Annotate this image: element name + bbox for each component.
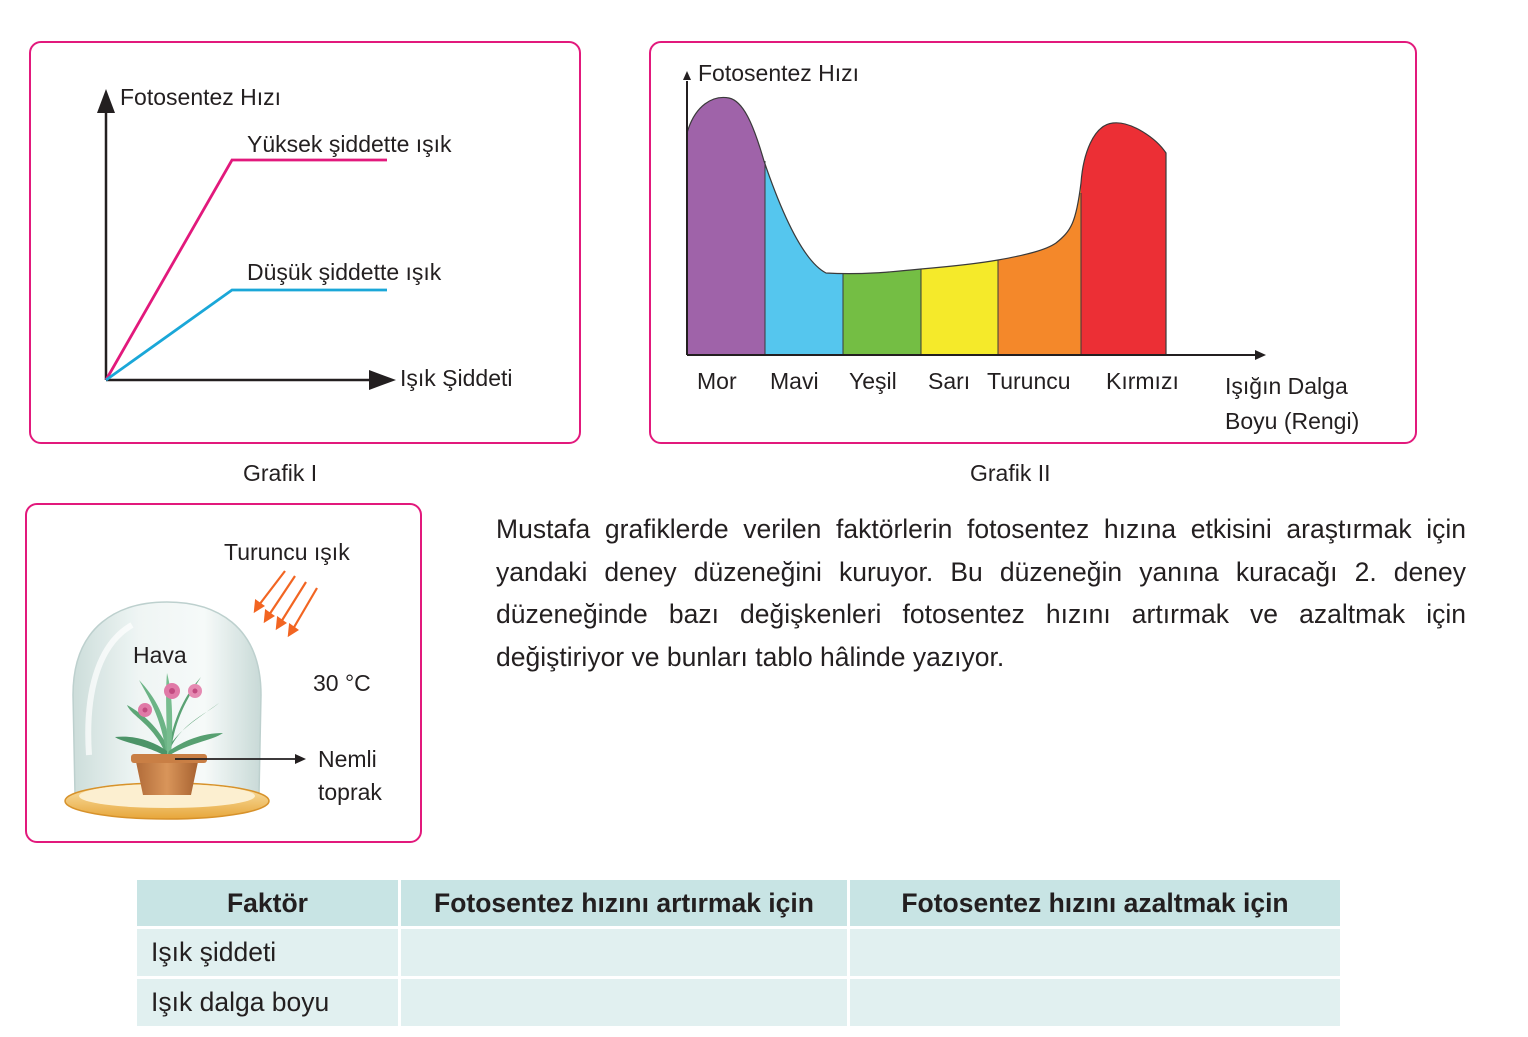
soil-label-line1: Nemli: [318, 746, 377, 772]
table-row: [137, 978, 1340, 1027]
graph1-panel: [29, 41, 581, 444]
graph1-x-label: Işık Şiddeti: [400, 365, 513, 391]
graph1-svg: [31, 43, 583, 446]
color-label-mavi: Mavi: [770, 368, 819, 394]
graph1-y-label: Fotosentez Hızı: [120, 84, 282, 110]
graph2-x-label-line1: Işığın Dalga: [1225, 373, 1348, 399]
row-label-wavelength: Işık dalga boyu: [137, 978, 400, 1027]
band-kirmizi: [1081, 83, 1166, 358]
cell-increase-light-intensity[interactable]: [400, 928, 849, 978]
header-increase: Fotosentez hızını artırmak için: [400, 880, 849, 928]
band-turuncu: [998, 83, 1081, 358]
graph1-x-arrowhead: [369, 370, 396, 390]
color-label-mor: Mor: [697, 368, 737, 394]
cell-decrease-wavelength[interactable]: [849, 978, 1341, 1027]
band-mavi: [765, 83, 843, 358]
experiment-svg: [27, 505, 424, 845]
experiment-panel: [25, 503, 422, 843]
row-label-light-intensity: Işık şiddeti: [137, 928, 400, 978]
band-mor: [687, 83, 765, 358]
temperature-label: 30 °C: [313, 670, 371, 696]
graph1-low-light-line: [106, 290, 387, 380]
graph1-high-label: Yüksek şiddette ışık: [247, 131, 452, 157]
graph2-y-label: Fotosentez Hızı: [698, 60, 860, 86]
header-factor: Faktör: [137, 880, 400, 928]
graph1-low-label: Düşük şiddette ışık: [247, 259, 442, 285]
soil-pointer-arrowhead: [295, 754, 306, 764]
graph2-y-arrowhead: [683, 71, 691, 80]
graph1-caption: Grafik I: [243, 460, 318, 486]
table-row: [137, 928, 1340, 978]
factor-table: [137, 880, 1340, 1026]
band-sari: [921, 83, 998, 358]
graph2-color-labels: [697, 368, 1179, 394]
color-label-kirmizi: Kırmızı: [1106, 368, 1179, 394]
light-rays: [255, 571, 317, 635]
problem-paragraph: Mustafa grafiklerde verilen faktörlerin fotosentez hızına etkisini araştırmak için yandaki deney düzeneğini kuruyor. Bu düzeneğin yanına kuracağı 2. deney düzeneğinde bazı değişkenleri fotosentez hızını artırmak ve azaltmak için değiştiriyor ve bunları tablo hâlinde yazıyor.: [496, 514, 1466, 672]
light-label: Turuncu ışık: [224, 539, 350, 565]
header-decrease: Fotosentez hızını azaltmak için: [849, 880, 1341, 928]
table-header-row: [137, 880, 1340, 928]
air-label: Hava: [133, 642, 187, 668]
graph2-x-arrowhead: [1255, 350, 1266, 360]
band-yesil: [843, 83, 921, 358]
graph2-spectrum-bands: [687, 83, 1166, 358]
soil-label-line2: toprak: [318, 779, 382, 805]
graph2-panel: [649, 41, 1417, 444]
color-label-yesil: Yeşil: [849, 368, 897, 394]
cell-increase-wavelength[interactable]: [400, 978, 849, 1027]
color-label-turuncu: Turuncu: [987, 368, 1071, 394]
graph2-svg: [651, 43, 1419, 446]
color-label-sari: Sarı: [928, 368, 971, 394]
graph2-caption: Grafik II: [970, 460, 1051, 486]
graph2-x-label-line2: Boyu (Rengi): [1225, 408, 1360, 434]
graph1-y-arrowhead: [97, 89, 115, 113]
cell-decrease-light-intensity[interactable]: [849, 928, 1341, 978]
